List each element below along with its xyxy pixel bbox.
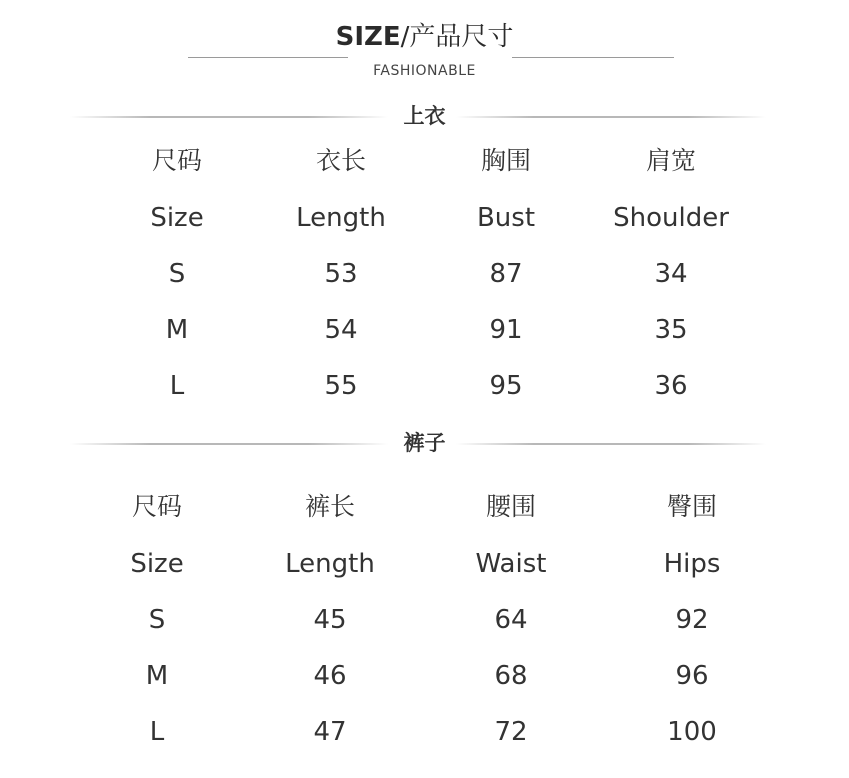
top-row-s-bust: 87 [489,259,523,289]
top-header-en-1: Length [296,203,386,233]
pants-header-en-2: Waist [475,549,547,579]
pants-header-cn-3: 臀围 [666,492,717,521]
top-row-l-shoulder: 36 [654,371,688,401]
top-row-s-length: 53 [324,259,358,289]
top-header-en-2: Bust [476,203,536,233]
header-line-right [512,57,674,58]
pants-section-title: 裤子 [403,431,446,455]
header-subtitle: FASHIONABLE [373,63,476,79]
top-row-m-size: M [165,315,189,345]
top-header-cn-0: 尺码 [151,146,202,175]
top-row-s-size: S [168,259,186,289]
top-row-l-size: L [169,371,185,401]
pants-row-s-waist: 64 [494,605,528,635]
pants-row-m-length: 46 [313,661,347,691]
pants-header-en-1: Length [285,549,375,579]
pants-row-l-waist: 72 [494,717,528,747]
top-header-cn-3: 肩宽 [645,146,696,175]
top-header-en-3: Shoulder [613,203,729,233]
pants-header-cn-0: 尺码 [131,492,182,521]
top-header-cn-2: 胸围 [480,146,531,175]
top-row-s-shoulder: 34 [654,259,688,289]
pants-row-s-size: S [148,605,166,635]
pants-row-m-size: M [145,661,169,691]
top-header-cn-1: 衣长 [315,146,366,175]
pants-header-cn-1: 裤长 [304,492,355,521]
pants-row-s-hips: 92 [675,605,709,635]
top-header-en-0: Size [150,203,204,233]
pants-row-m-waist: 68 [494,661,528,691]
top-section-title: 上衣 [403,104,446,128]
top-row-m-length: 54 [324,315,358,345]
pants-row-l-hips: 100 [667,717,717,747]
pants-header-en-3: Hips [663,549,721,579]
title-chinese: /产品尺寸 [400,22,514,52]
pants-row-s-length: 45 [313,605,347,635]
top-row-m-bust: 91 [489,315,523,345]
top-row-m-shoulder: 35 [654,315,688,345]
pants-row-m-hips: 96 [675,661,709,691]
top-row-l-length: 55 [324,371,358,401]
pants-header-cn-2: 腰围 [485,492,536,521]
page-title [0,20,849,54]
title-size: SIZE [335,22,401,52]
pants-row-l-size: L [149,717,165,747]
pants-row-l-length: 47 [313,717,347,747]
header-line-left [188,57,348,58]
pants-header-en-0: Size [130,549,184,579]
top-row-l-bust: 95 [489,371,523,401]
